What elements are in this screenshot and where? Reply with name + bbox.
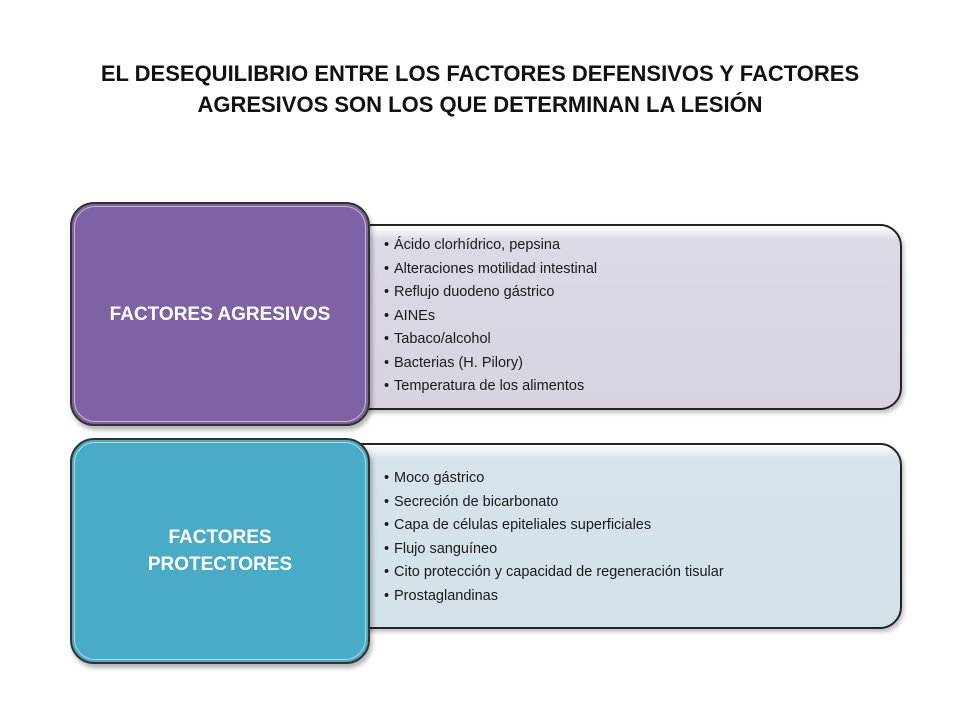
aggressive-factors-label: FACTORES AGRESIVOS [109,303,331,325]
list-item: • Temperatura de los alimentos [384,375,597,399]
list-item: • Tabaco/alcohol [384,328,597,352]
list-item: • Moco gástrico [384,467,724,491]
list-item: • Alteraciones motilidad intestinal [384,258,597,282]
list-item: • AINEs [384,305,597,329]
aggressive-factors-list [384,234,597,399]
list-item: • Flujo sanguíneo [384,538,724,562]
list-item: • Prostaglandinas [384,585,724,609]
slide-title-line-1: EL DESEQUILIBRIO ENTRE LOS FACTORES DEFENSIVOS Y FACTORES [100,61,860,86]
list-item: • Reflujo duodeno gástrico [384,281,597,305]
list-item: • Secreción de bicarbonato [384,491,724,515]
list-item: • Bacterias (H. Pilory) [384,352,597,376]
list-item: • Ácido clorhídrico, pepsina [384,234,597,258]
list-item: • Capa de células epiteliales superficiales [384,514,724,538]
protective-factors-list-box [330,443,902,629]
protective-factors-list [384,467,724,608]
slide-title-line-2: AGRESIVOS SON LOS QUE DETERMINAN LA LESIÓN [197,92,763,117]
slide-title [60,58,900,120]
protective-factors-label-box [70,438,370,664]
aggressive-factors-label-box [70,202,370,426]
aggressive-factors-list-box [330,224,902,410]
list-item: • Cito protección y capacidad de regeneración tisular [384,561,724,585]
protective-factors-label: FACTORES PROTECTORES [147,527,293,575]
